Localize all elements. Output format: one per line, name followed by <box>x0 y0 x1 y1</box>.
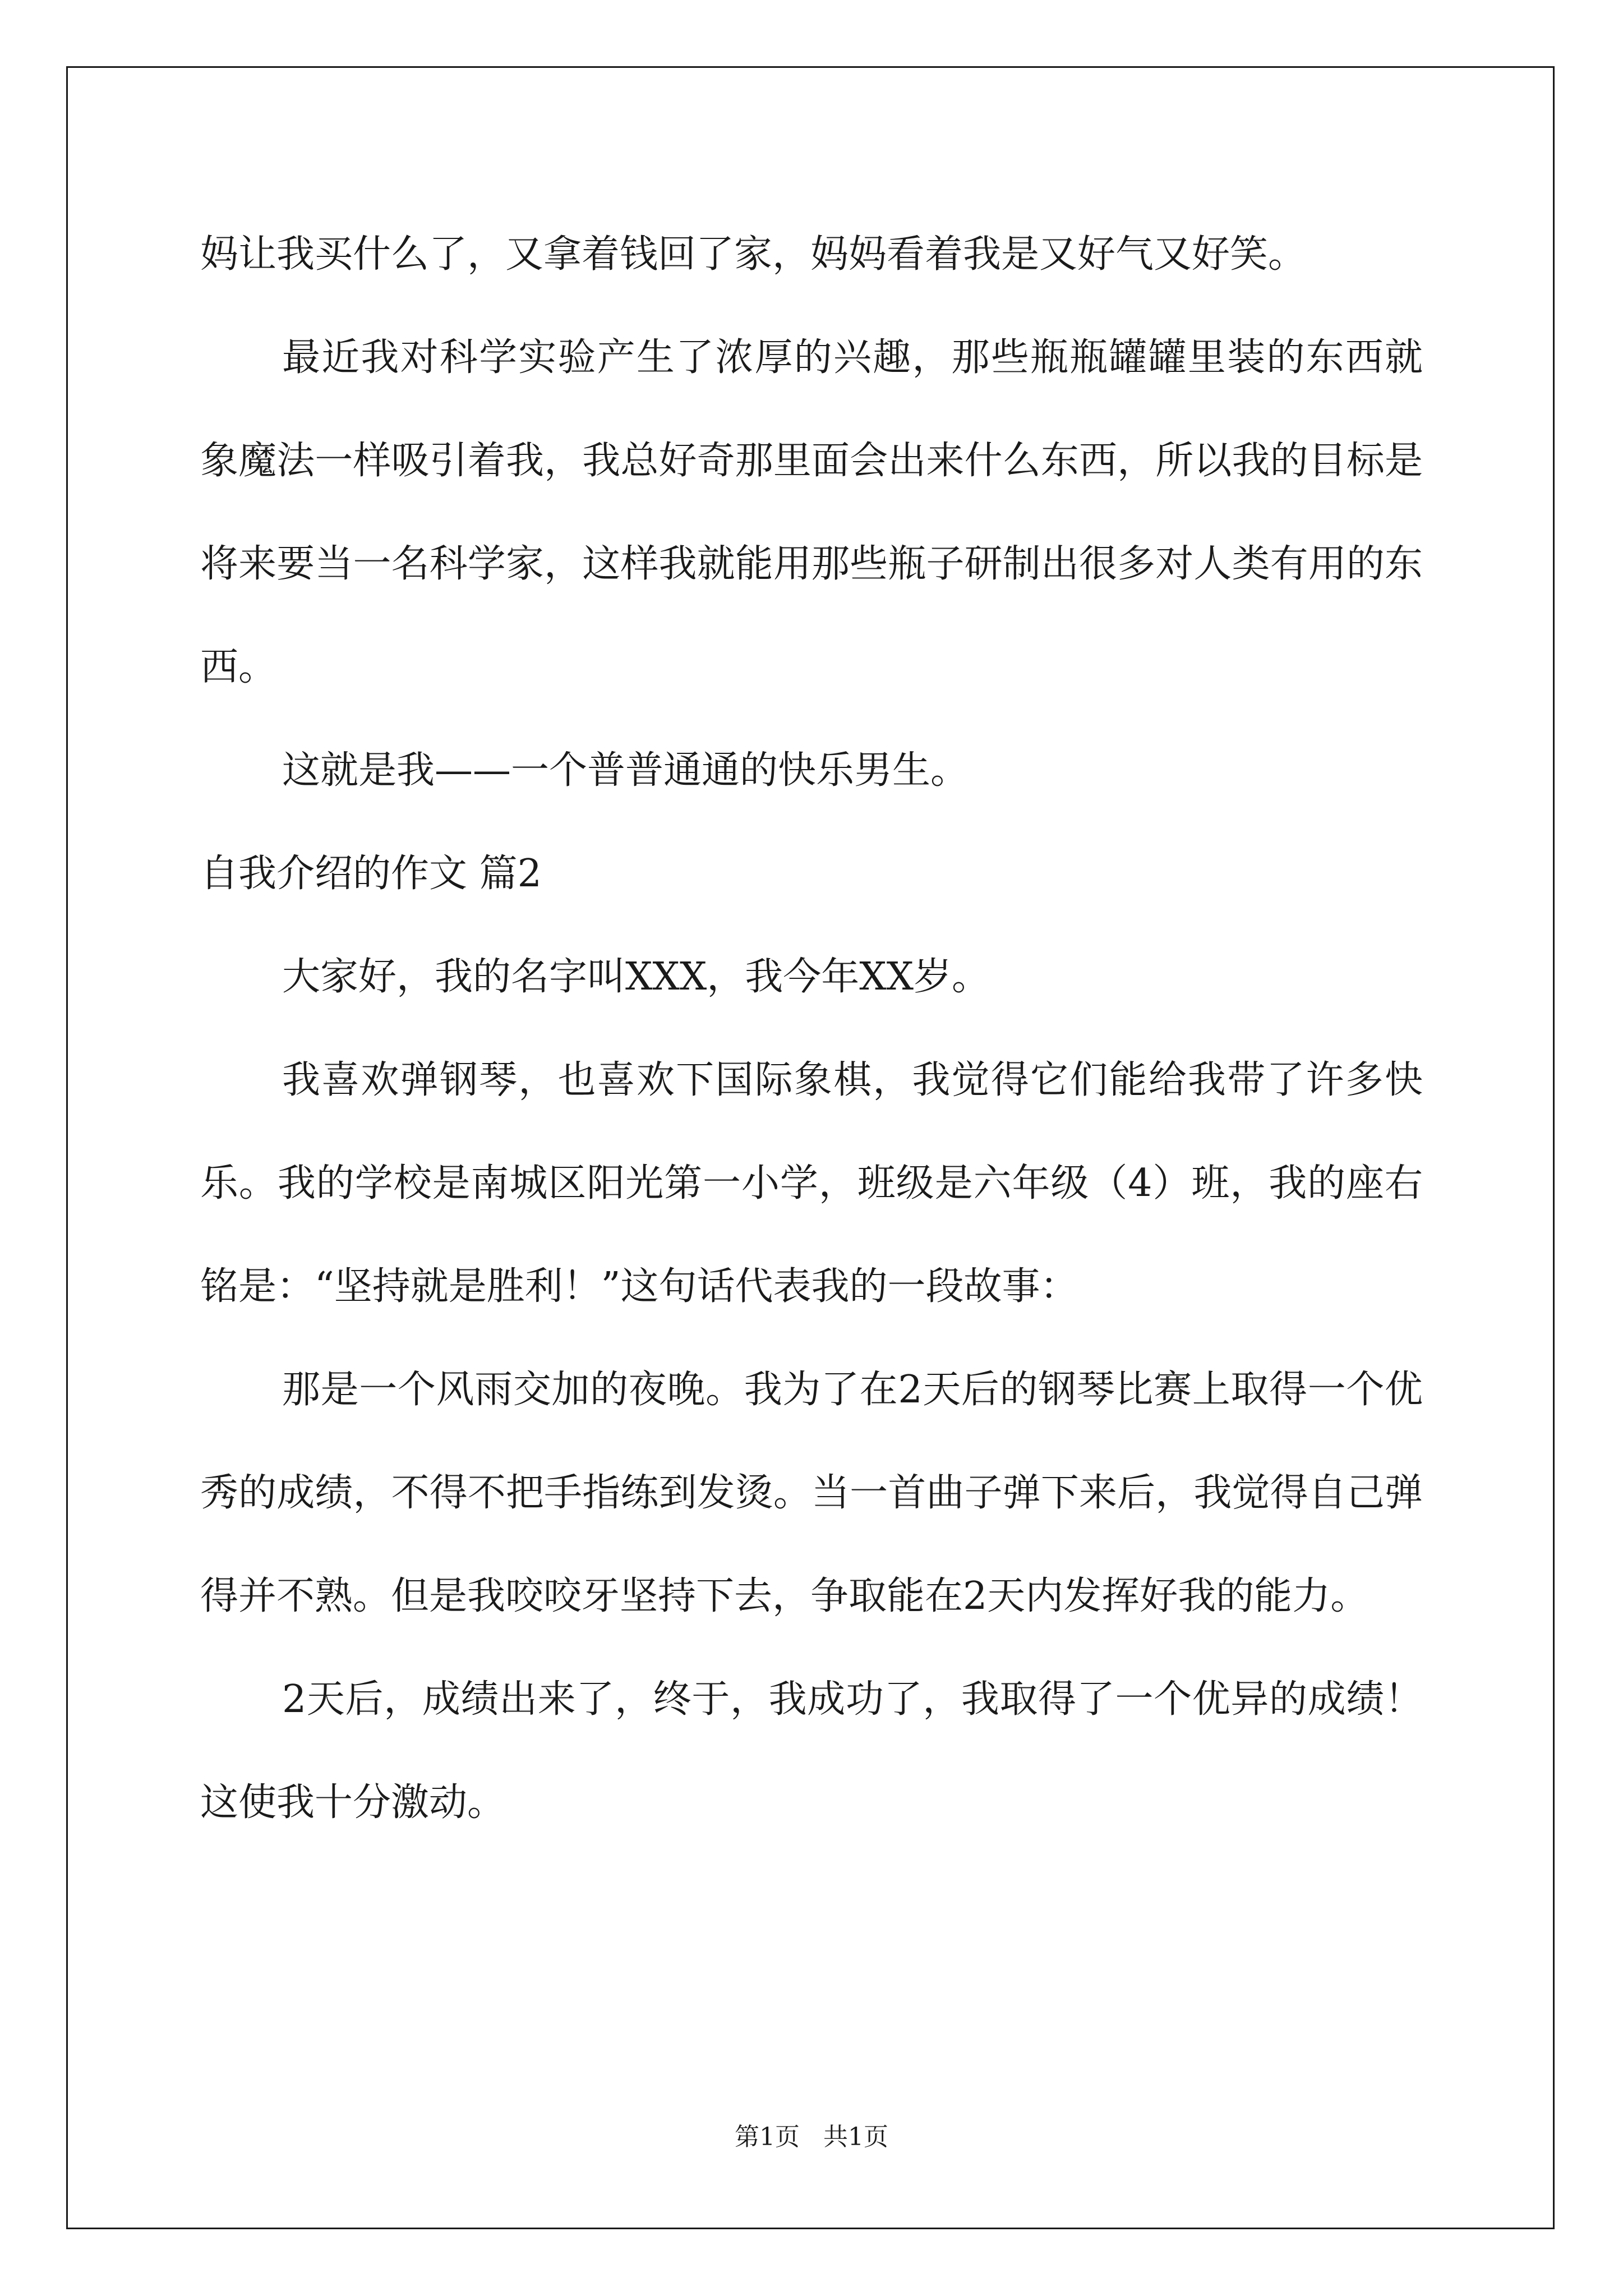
paragraph-science-interest: 最近我对科学实验产生了浓厚的兴趣，那些瓶瓶罐罐里装的东西就象魔法一样吸引着我，我总好奇那里面会出来什么东西，所以我的目标是将来要当一名科学家，这样我就能用那些瓶子研制出很多对人类有用的东西。 <box>200 335 1423 689</box>
paragraph-greeting: 大家好，我的名字叫XXX，我今年XX岁。 <box>282 955 990 999</box>
paragraph-result: 2天后，成绩出来了，终于，我成功了，我取得了一个优异的成绩！这使我十分激动。 <box>200 1677 1423 1825</box>
paragraph-conclusion: 这就是我——一个普普通通的快乐男生。 <box>282 748 969 793</box>
section-heading: 自我介绍的作文 篇2 <box>200 852 542 896</box>
page-total: 共1页 <box>823 2123 888 2151</box>
paragraph-story: 那是一个风雨交加的夜晚。我为了在2天后的钢琴比赛上取得一个优秀的成绩，不得不把手指练到发烫。当一首曲子弹下来后，我觉得自己弹得并不熟。但是我咬咬牙坚持下去，争取能在2天内发挥好我的能力。 <box>200 1368 1423 1618</box>
paragraph-hobbies: 我喜欢弹钢琴，也喜欢下国际象棋，我觉得它们能给我带了许多快乐。我的学校是南城区阳光第一小学，班级是六年级（4）班，我的座右铭是：“坚持就是胜利！”这句话代表我的一段故事： <box>200 1058 1423 1309</box>
page-footer <box>0 2120 1623 2154</box>
page-number: 第1页 <box>735 2123 800 2151</box>
document-body <box>200 203 1423 1855</box>
paragraph-continuation: 妈让我买什么了，又拿着钱回了家，妈妈看着我是又好气又好笑。 <box>200 232 1307 277</box>
